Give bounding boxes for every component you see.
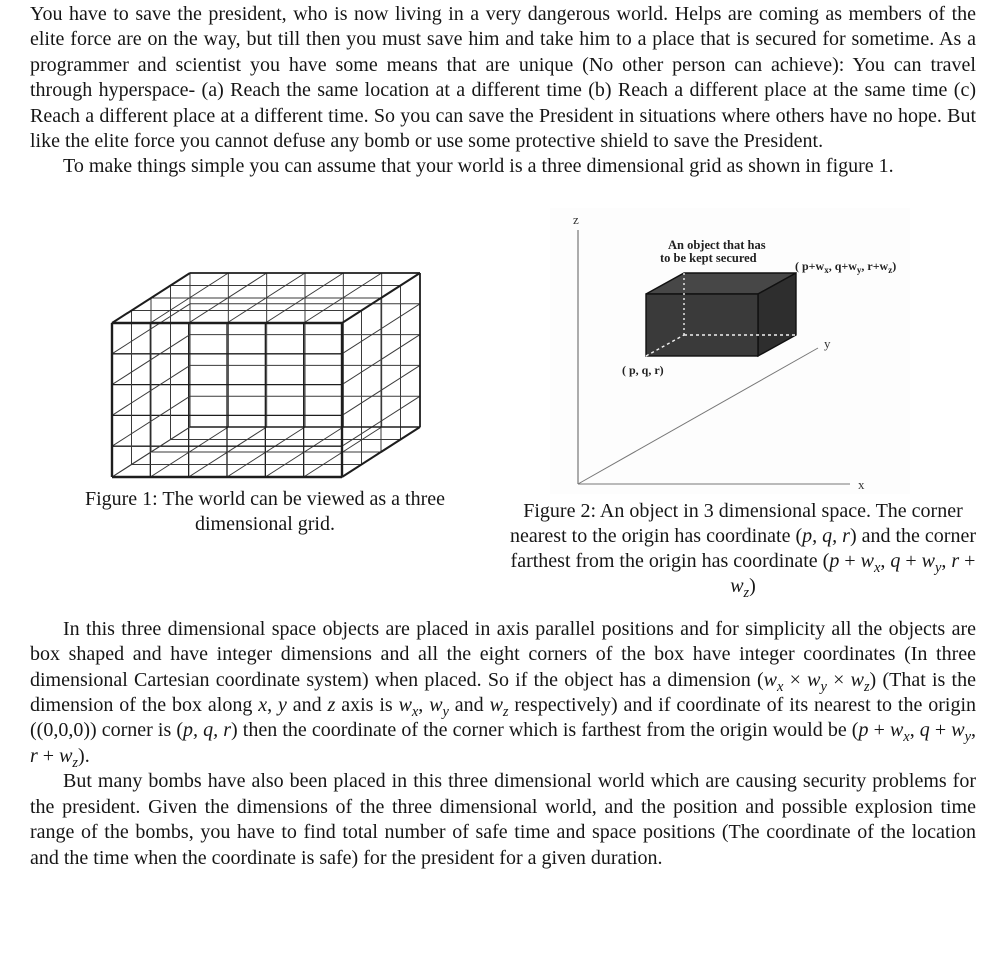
figure1-3d-grid-graphic (105, 268, 425, 483)
corner-near-label: ( p, q, r) (622, 362, 664, 377)
figure1-container (30, 208, 490, 537)
y-axis-label: y (824, 335, 831, 351)
corner-far-label: ( $p+w_x$, $q+w_y$, $r+w_z$) (795, 258, 897, 275)
figure1-caption: Figure 1: The world can be viewed as a three dimensional grid. (84, 487, 446, 535)
figure2-3d-object-graphic (550, 208, 920, 494)
problem-statement-page (30, 0, 976, 871)
x-axis-label: x (858, 476, 865, 492)
paragraph-bombs: But many bombs have also been placed in this three dimensional world which are causing security problems for the president. Given the dimensions of the three dimensional world, and the position and possible explosion time range of the bombs, you have to find total number of safe time and space positions (The coordinate of the location and the time when the coordinate is safe) for the president for a given duration. (30, 770, 976, 869)
figure2-caption: Figure 2: An object in 3 dimensional space. The corner nearest to the origin has coordinate (p, q, r) and the corner farthest from the origin has coordinate ($p + w_x$, $q + w_y$, $r + w_z$) (510, 499, 976, 601)
z-axis-label: z (573, 211, 579, 227)
object-label-line1: An object that has (668, 237, 766, 252)
figures-row (30, 208, 976, 599)
paragraph-intro: You have to save the president, who is now living in a very dangerous world. Helps are coming as members of the elite force are on the way, but till then you must save him and take him to a place that is secured for sometime. As a programmer and scientist you have some means that are unique (No other person can achieve): You can travel through hyperspace- (a) Reach the same location at a different time (b) Reach a different place at the same time (c) Reach a different place at a different time. So you can save the President in situations where others have no hope. But like the elite force you cannot defuse any bomb or use some protective shield to save the President. (30, 3, 976, 153)
text-block-top (30, 2, 976, 180)
paragraph-assumption: To make things simple you can assume that your world is a three dimensional grid as shown in figure 1. (63, 155, 894, 178)
object-label-line2: to be kept secured (660, 250, 757, 265)
paragraph-space-description: In this three dimensional space objects are placed in axis parallel positions and for simplicity all the objects are box shaped and have integer dimensions and all the eight corners of the box have integer coordinates (In three dimensional Cartesian coordinate system) when placed. So if the object has a dimension $(w_x \times w_y \times w_z)$ (That is the dimension of the box along x, y and z axis is $w_x$, $w_y$ and $w_z$ respectively) and if coordinate of its nearest to the origin ((0,0,0)) corner is (p, q, r) then the coordinate of the corner which is farthest from the origin would be ($p + w_x$, $q + w_y$, $r + w_z$). (30, 617, 977, 771)
text-block-bottom (30, 617, 976, 871)
figure2-container (490, 208, 976, 599)
